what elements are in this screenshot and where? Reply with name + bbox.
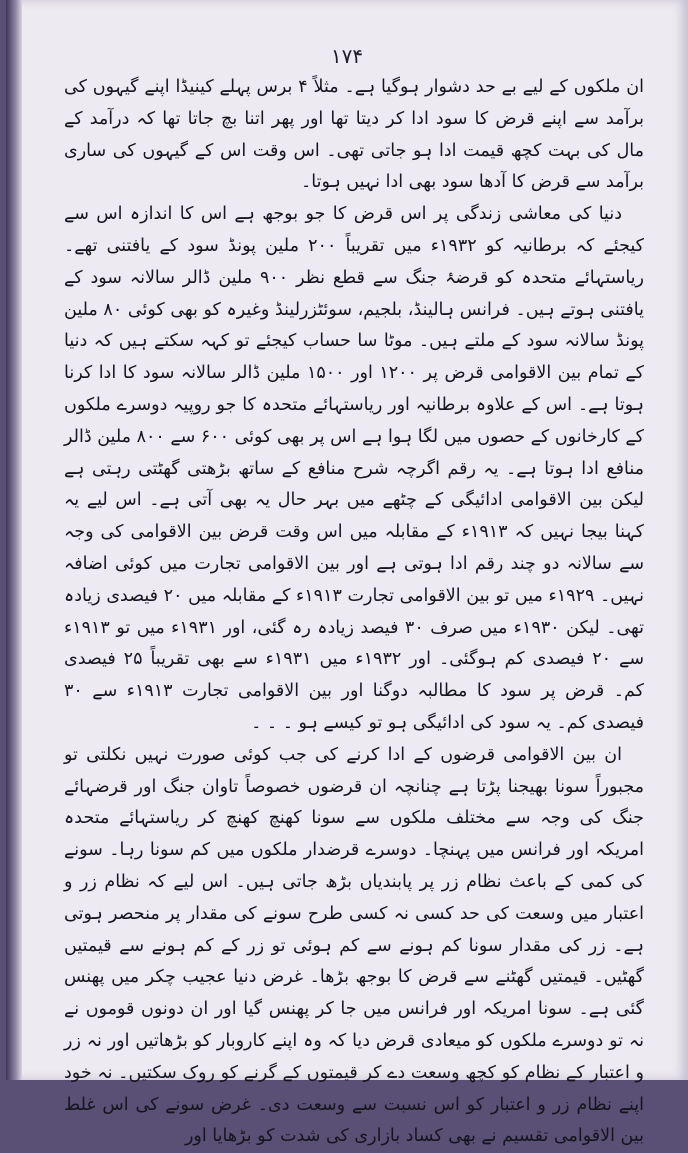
paragraph-2: دنیا کی معاشی زندگی پر اس قرض کا جو بوجھ ہے اس کا اندازہ اس سے کیجئے کہ برطانیہ کو ۱۹۳۲ء میں تقریباً ۲۰۰ ملین پونڈ سود کے یافتنی تھے۔ ریاستہائے متحدہ کو قرضۂ جنگ سے قطع نظر ۹۰۰ ملین ڈالر سالانہ سود کے یافتنی ہوتے ہیں۔ فرانس ہالینڈ، بلجیم، سوئٹزرلینڈ وغیرہ کو بھی کوئی ۸۰ ملین پونڈ سالانہ سود کے ملتے ہیں۔ موٹا سا حساب کیجئے تو کہہ سکتے ہیں کہ دنیا کے تمام بین الاقوامی قرض پر ۱۲۰۰ اور ۱۵۰۰ ملین ڈالر سالانہ سود کا ادا کرنا ہوتا ہے۔ اس کے علاوہ برطانیہ اور ریاستہائے متحدہ کا جو روپیہ دوسرے ملکوں کے کارخانوں کے حصوں میں لگا ہوا ہے اس پر بھی کوئی ۶۰۰ سے ۸۰۰ ملین ڈالر منافع ادا ہوتا ہے۔ یہ رقم اگرچہ شرح منافع کے ساتھ بڑھتی گھٹتی رہتی ہے لیکن بین الاقوامی ادائیگی کے چٹھے میں بہر حال یہ بھی آتی ہے۔ اس لیے یہ کہنا بیجا نہیں کہ ۱۹۱۳ء کے مقابلہ میں اس وقت قرض بین الاقوامی کی وجہ سے سالانہ دو چند رقم ادا ہوتی ہے اور بین الاقوامی تجارت میں کوئی اضافہ نہیں۔ ۱۹۲۹ء میں تو بین الاقوامی تجارت ۱۹۱۳ء کے مقابلہ میں ۲۰ فیصدی زیادہ تھی۔ لیکن ۱۹۳۰ء میں صرف ۳۰ فیصد زیادہ رہ گئی، اور ۱۹۳۱ء میں تو ۱۹۱۳ء سے ۲۰ فیصدی کم ہوگئی۔ اور ۱۹۳۲ء میں ۱۹۳۱ء سے بھی تقریباً ۲۵ فیصدی کم۔ قرض پر سود کا مطالبہ دوگنا اور بین الاقوامی تجارت ۱۹۱۳ء سے ۳۰ فیصدی کم۔ یہ سود کی ادائیگی ہو تو کیسے ہو ۔ ۔ ۔ (64, 204, 644, 733)
paragraph-3: ان بین الاقوامی قرضوں کے ادا کرنے کی جب کوئی صورت نہیں نکلتی تو مجبوراً سونا بھیجنا پڑتا ہے چنانچہ ان قرضوں خصوصاً تاوان جنگ اور قرضہائے جنگ کی وجہ سے مختلف ملکوں سے سونا کھنچ کھنچ کر ریاستہائے متحدہ امریکہ اور فرانس میں پہنچا۔ دوسرے قرضدار ملکوں میں کم سونا رہا۔ سونے کی کمی کے باعث نظام زر پر پابندیاں بڑھ جاتی ہیں۔ اس لیے کہ نظام زر و اعتبار میں وسعت کی حد کسی نہ کسی طرح سونے کی مقدار پر منحصر ہوتی ہے۔ زر کی مقدار سونا کم ہونے سے کم ہوئی تو زر کے کم ہونے سے قیمتیں گھٹیں۔ قیمتیں گھٹنے سے قرض کا بوجھ بڑھا۔ غرض دنیا عجیب چکر میں پھنس گئی ہے۔ سونا امریکہ اور فرانس میں جا کر پھنس گیا اور ان دونوں قوموں نے نہ تو دوسرے ملکوں کو میعادی قرض دیا کہ وہ اپنے کاروبار کو بڑھاتیں اور نہ زر و اعتبار کے نظام کو کچھ وسعت دے کر قیمتوں کے گرنے کو روک سکتیں۔ نہ خود اپنے نظام زر و اعتبار کو اس نسبت سے وسعت دی۔ غرض سونے کی اس غلط بین الاقوامی تقسیم نے بھی کساد بازاری کی شدت کو بڑھایا اور (64, 744, 644, 1147)
page-text (64, 72, 644, 1153)
book-spine-shadow (6, 0, 22, 1080)
book-page (6, 0, 688, 1147)
paragraph-1: ان ملکوں کے لیے بے حد دشوار ہوگیا ہے۔ مثلاً ۴ برس پہلے کینیڈا اپنے گیہوں کی برآمد سے اپنے قرض کا سود ادا کر دیتا تھا اور پھر اتنا بچ جاتا تھا کہ درآمد کے مال کی بہت کچھ قیمت ادا ہو جاتی تھی۔ اس وقت اس کے گیہوں کی ساری برآمد سے قرض کا آدھا سود بھی ادا نہیں ہوتا۔ (64, 77, 644, 193)
page-number: ۱۷۴ (330, 44, 364, 68)
